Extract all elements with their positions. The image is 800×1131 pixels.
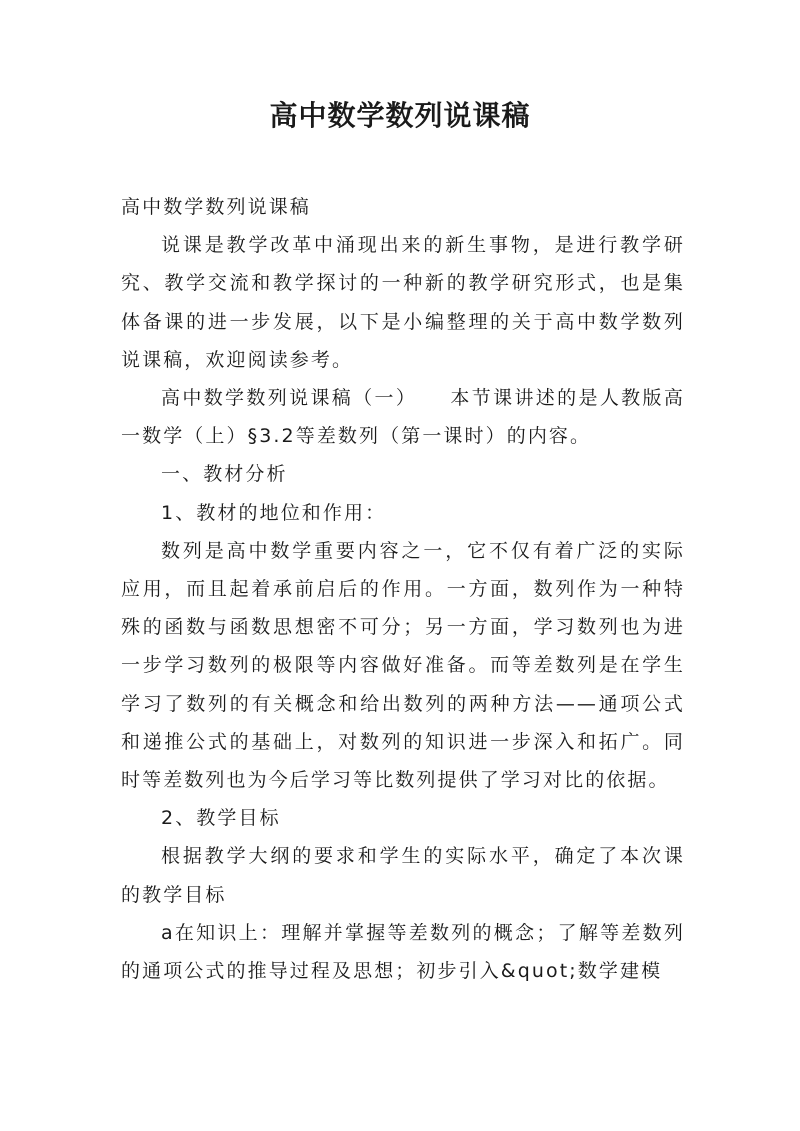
- document-title: 高中数学数列说课稿: [269, 99, 531, 132]
- heading-teaching-goals: 2、教学目标: [161, 807, 281, 830]
- paragraph-part-one: 高中数学数列说课稿（一） 本节课讲述的是人教版高一数学（上）§3.2等差数列（第一课时）的内容。: [121, 387, 685, 448]
- paragraph-position-role: 数列是高中数学重要内容之一，它不仅有着广泛的实际应用，而且起着承前启后的作用。一方面，数列作为一种特殊的函数与函数思想密不可分；另一方面，学习数列也为进一步学习数列的极限等内容做好准备。而等差数列是在学生学习了数列的有关概念和给出数列的两种方法——通项公式和递推公式的基础上，对数列的知识进一步深入和拓广。同时等差数列也为今后学习等比数列提供了学习对比的依据。: [121, 539, 685, 792]
- paragraph-intro: 说课是教学改革中涌现出来的新生事物，是进行教学研究、教学交流和教学探讨的一种新的教学研究形式，也是集体备课的进一步发展，以下是小编整理的关于高中数学数列说课稿，欢迎阅读参考。: [121, 234, 685, 371]
- paragraph-teaching-goals: 根据教学大纲的要求和学生的实际水平，确定了本次课的教学目标: [121, 845, 685, 906]
- document-body: [121, 188, 685, 990]
- paragraph-knowledge-goal: a在知识上：理解并掌握等差数列的概念；了解等差数列的通项公式的推导过程及思想；初步引入&quot;数学建模: [121, 921, 685, 983]
- paragraph-subtitle: 高中数学数列说课稿: [121, 196, 311, 218]
- heading-position-role: 1、教材的地位和作用：: [161, 501, 387, 524]
- heading-textbook-analysis: 一、教材分析: [161, 463, 288, 486]
